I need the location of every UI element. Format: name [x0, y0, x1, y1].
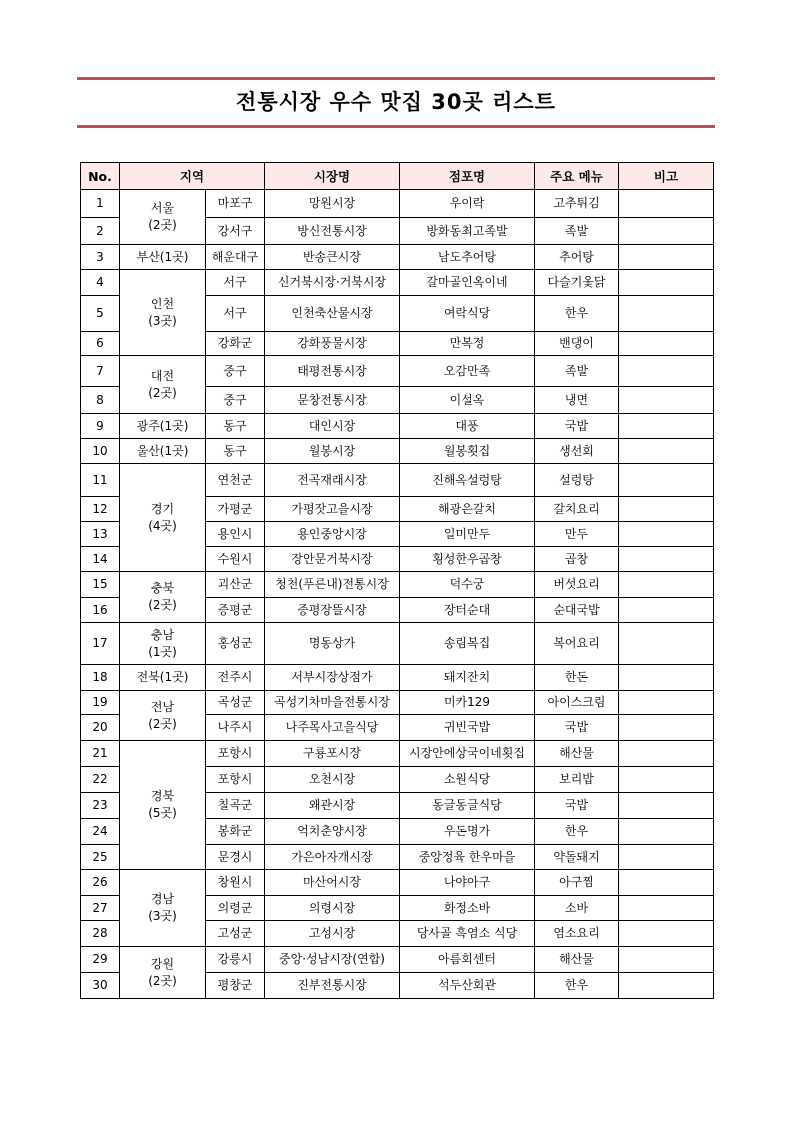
table-row — [81, 414, 714, 439]
row-number-cell: 2 — [81, 218, 120, 245]
store-cell: 미카129 — [400, 691, 535, 715]
district-cell: 강서구 — [206, 218, 265, 245]
district-cell: 중구 — [206, 387, 265, 414]
menu-cell: 다슬기옻닭 — [535, 270, 619, 296]
store-cell: 소원식당 — [400, 767, 535, 793]
table-row — [81, 572, 714, 598]
menu-cell: 갈치요리 — [535, 497, 619, 522]
store-cell: 나야아구 — [400, 870, 535, 896]
region-count: (2곳) — [148, 218, 177, 232]
menu-cell: 약돌돼지 — [535, 845, 619, 870]
region-cell — [120, 691, 206, 741]
menu-cell: 순대국밥 — [535, 598, 619, 623]
table-row — [81, 665, 714, 691]
note-cell — [619, 767, 714, 793]
store-cell: 진해옥설렁탕 — [400, 464, 535, 497]
store-cell: 석두산회관 — [400, 973, 535, 999]
note-cell — [619, 522, 714, 547]
region-name: 울산(1곳) — [136, 443, 189, 458]
district-cell: 창원시 — [206, 870, 265, 896]
table-row — [81, 356, 714, 387]
row-number-cell: 22 — [81, 767, 120, 793]
district-cell: 나주시 — [206, 715, 265, 741]
table-row — [81, 245, 714, 270]
region-count: (2곳) — [148, 973, 177, 988]
page-title: 전통시장 우수 맛집 30곳 리스트 — [236, 90, 556, 114]
store-cell: 시장안에상국이네횟집 — [400, 741, 535, 767]
menu-cell: 아구찜 — [535, 870, 619, 896]
region-name: 충남 — [150, 627, 175, 642]
region-count: (2곳) — [148, 385, 177, 400]
market-cell: 전곡재래시장 — [265, 464, 400, 497]
row-number-cell: 8 — [81, 387, 120, 414]
note-cell — [619, 464, 714, 497]
row-number-cell: 27 — [81, 896, 120, 921]
header-row — [81, 163, 714, 190]
menu-cell: 보리밥 — [535, 767, 619, 793]
region-name: 경북 — [150, 789, 175, 803]
district-cell: 연천군 — [206, 464, 265, 497]
region-name: 전남 — [150, 699, 175, 714]
header-menu: 주요 메뉴 — [535, 163, 619, 190]
market-cell: 반송큰시장 — [265, 245, 400, 270]
row-number-cell: 24 — [81, 819, 120, 845]
row-number-cell: 11 — [81, 464, 120, 497]
region-cell — [120, 947, 206, 999]
row-number-cell: 20 — [81, 715, 120, 741]
table-row — [81, 741, 714, 767]
menu-cell: 만두 — [535, 522, 619, 547]
market-cell: 태평전통시장 — [265, 356, 400, 387]
district-cell: 서구 — [206, 270, 265, 296]
menu-cell: 복어요리 — [535, 623, 619, 665]
district-cell: 곡성군 — [206, 691, 265, 715]
row-number-cell: 14 — [81, 547, 120, 572]
region-cell — [120, 439, 206, 464]
market-cell: 의령시장 — [265, 896, 400, 921]
row-number-cell: 12 — [81, 497, 120, 522]
region-name: 서울 — [150, 201, 175, 215]
store-cell: 오감만족 — [400, 356, 535, 387]
note-cell — [619, 356, 714, 387]
note-cell — [619, 387, 714, 414]
table-row — [81, 947, 714, 973]
store-cell: 방화동최고족발 — [400, 218, 535, 245]
menu-cell: 족발 — [535, 218, 619, 245]
district-cell: 강화군 — [206, 332, 265, 356]
table-row — [81, 464, 714, 497]
market-cell: 왜관시장 — [265, 793, 400, 819]
region-count: (2곳) — [148, 598, 177, 612]
row-number-cell: 23 — [81, 793, 120, 819]
store-cell: 남도추어탕 — [400, 245, 535, 270]
district-cell: 고성군 — [206, 921, 265, 947]
table-row — [81, 691, 714, 715]
market-cell: 가은아자개시장 — [265, 845, 400, 870]
table-row — [81, 870, 714, 896]
row-number-cell: 1 — [81, 190, 120, 218]
header-no: No. — [81, 163, 120, 190]
note-cell — [619, 947, 714, 973]
market-cell: 방신전통시장 — [265, 218, 400, 245]
market-cell: 증평장뜰시장 — [265, 598, 400, 623]
market-cell: 마산어시장 — [265, 870, 400, 896]
region-count: (4곳) — [148, 518, 177, 533]
row-number-cell: 9 — [81, 414, 120, 439]
district-cell: 포항시 — [206, 767, 265, 793]
row-number-cell: 5 — [81, 296, 120, 332]
menu-cell: 족발 — [535, 356, 619, 387]
menu-cell: 국밥 — [535, 414, 619, 439]
row-number-cell: 6 — [81, 332, 120, 356]
menu-cell: 소바 — [535, 896, 619, 921]
menu-cell: 밴댕이 — [535, 332, 619, 356]
market-cell: 나주목사고을식당 — [265, 715, 400, 741]
district-cell: 동구 — [206, 439, 265, 464]
store-cell: 송림복집 — [400, 623, 535, 665]
note-cell — [619, 218, 714, 245]
row-number-cell: 13 — [81, 522, 120, 547]
menu-cell: 국밥 — [535, 793, 619, 819]
region-count: (1곳) — [148, 644, 177, 659]
menu-cell: 생선회 — [535, 439, 619, 464]
market-cell: 청천(푸른내)전통시장 — [265, 572, 400, 598]
note-cell — [619, 296, 714, 332]
market-cell: 장안문거북시장 — [265, 547, 400, 572]
header-note: 비고 — [619, 163, 714, 190]
district-cell: 용인시 — [206, 522, 265, 547]
store-cell: 해광은갈치 — [400, 497, 535, 522]
note-cell — [619, 547, 714, 572]
market-cell: 신거북시장·거북시장 — [265, 270, 400, 296]
row-number-cell: 15 — [81, 572, 120, 598]
district-cell: 포항시 — [206, 741, 265, 767]
store-cell: 월봉횟집 — [400, 439, 535, 464]
region-cell — [120, 741, 206, 870]
note-cell — [619, 921, 714, 947]
menu-cell: 냉면 — [535, 387, 619, 414]
menu-cell: 아이스크림 — [535, 691, 619, 715]
store-cell: 만복정 — [400, 332, 535, 356]
store-cell: 동글동글식당 — [400, 793, 535, 819]
store-cell: 갈마골인옥이네 — [400, 270, 535, 296]
market-cell: 중앙·성남시장(연합) — [265, 947, 400, 973]
row-number-cell: 26 — [81, 870, 120, 896]
district-cell: 평창군 — [206, 973, 265, 999]
market-cell: 고성시장 — [265, 921, 400, 947]
district-cell: 문경시 — [206, 845, 265, 870]
market-cell: 문창전통시장 — [265, 387, 400, 414]
district-cell: 중구 — [206, 356, 265, 387]
district-cell: 강릉시 — [206, 947, 265, 973]
district-cell: 마포구 — [206, 190, 265, 218]
market-cell: 구룡포시장 — [265, 741, 400, 767]
district-cell: 봉화군 — [206, 819, 265, 845]
store-cell: 여락식당 — [400, 296, 535, 332]
note-cell — [619, 598, 714, 623]
region-cell — [120, 572, 206, 623]
row-number-cell: 28 — [81, 921, 120, 947]
store-cell: 덕수궁 — [400, 572, 535, 598]
region-name: 부산(1곳) — [136, 249, 189, 264]
region-cell — [120, 270, 206, 356]
menu-cell: 한우 — [535, 973, 619, 999]
store-cell: 귀빈국밥 — [400, 715, 535, 741]
table-row — [81, 190, 714, 218]
title-bottom-rule — [77, 125, 715, 128]
note-cell — [619, 572, 714, 598]
region-count: (2곳) — [148, 716, 177, 731]
market-cell: 억치춘양시장 — [265, 819, 400, 845]
note-cell — [619, 623, 714, 665]
region-count: (5곳) — [148, 806, 177, 820]
market-cell: 곡성기차마을전통시장 — [265, 691, 400, 715]
district-cell: 해운대구 — [206, 245, 265, 270]
district-cell: 동구 — [206, 414, 265, 439]
table-row — [81, 439, 714, 464]
table-row — [81, 623, 714, 665]
menu-cell: 한돈 — [535, 665, 619, 691]
note-cell — [619, 332, 714, 356]
store-cell: 대풍 — [400, 414, 535, 439]
row-number-cell: 18 — [81, 665, 120, 691]
restaurant-table — [80, 162, 714, 999]
menu-cell: 한우 — [535, 296, 619, 332]
region-name: 경기 — [150, 501, 175, 516]
district-cell: 수원시 — [206, 547, 265, 572]
note-cell — [619, 793, 714, 819]
note-cell — [619, 270, 714, 296]
menu-cell: 한우 — [535, 819, 619, 845]
region-cell — [120, 190, 206, 245]
header-region: 지역 — [120, 163, 265, 190]
region-cell — [120, 245, 206, 270]
region-name: 경남 — [150, 892, 175, 906]
store-cell: 돼지잔치 — [400, 665, 535, 691]
district-cell: 가평군 — [206, 497, 265, 522]
store-cell: 아름회센터 — [400, 947, 535, 973]
store-cell: 화정소바 — [400, 896, 535, 921]
store-cell: 중앙정육 한우마을 — [400, 845, 535, 870]
table-row — [81, 270, 714, 296]
region-cell — [120, 464, 206, 572]
store-cell: 이설옥 — [400, 387, 535, 414]
menu-cell: 고추튀김 — [535, 190, 619, 218]
header-store: 점포명 — [400, 163, 535, 190]
menu-cell: 추어탕 — [535, 245, 619, 270]
note-cell — [619, 819, 714, 845]
market-cell: 가평잣고을시장 — [265, 497, 400, 522]
row-number-cell: 25 — [81, 845, 120, 870]
region-count: (3곳) — [148, 909, 177, 923]
row-number-cell: 10 — [81, 439, 120, 464]
market-cell: 강화풍물시장 — [265, 332, 400, 356]
menu-cell: 버섯요리 — [535, 572, 619, 598]
menu-cell: 해산물 — [535, 947, 619, 973]
market-cell: 인천축산물시장 — [265, 296, 400, 332]
note-cell — [619, 245, 714, 270]
store-cell: 일미만두 — [400, 522, 535, 547]
market-cell: 진부전통시장 — [265, 973, 400, 999]
row-number-cell: 17 — [81, 623, 120, 665]
region-name: 전북(1곳) — [136, 670, 189, 684]
row-number-cell: 21 — [81, 741, 120, 767]
menu-cell: 곱창 — [535, 547, 619, 572]
market-cell: 망원시장 — [265, 190, 400, 218]
district-cell: 홍성군 — [206, 623, 265, 665]
district-cell: 의령군 — [206, 896, 265, 921]
table-body — [81, 190, 714, 999]
region-cell — [120, 356, 206, 414]
market-cell: 월봉시장 — [265, 439, 400, 464]
region-cell — [120, 414, 206, 439]
menu-cell: 국밥 — [535, 715, 619, 741]
row-number-cell: 3 — [81, 245, 120, 270]
row-number-cell: 7 — [81, 356, 120, 387]
title-top-rule — [77, 77, 715, 80]
menu-cell: 설렁탕 — [535, 464, 619, 497]
note-cell — [619, 439, 714, 464]
market-cell: 대인시장 — [265, 414, 400, 439]
region-count: (3곳) — [148, 313, 177, 328]
note-cell — [619, 741, 714, 767]
region-name: 충북 — [150, 581, 175, 595]
market-cell: 명동상가 — [265, 623, 400, 665]
row-number-cell: 16 — [81, 598, 120, 623]
store-cell: 우이락 — [400, 190, 535, 218]
note-cell — [619, 845, 714, 870]
menu-cell: 해산물 — [535, 741, 619, 767]
market-cell: 용인중앙시장 — [265, 522, 400, 547]
note-cell — [619, 896, 714, 921]
note-cell — [619, 715, 714, 741]
region-cell — [120, 870, 206, 947]
row-number-cell: 19 — [81, 691, 120, 715]
region-name: 광주(1곳) — [136, 418, 189, 433]
store-cell: 장터순대 — [400, 598, 535, 623]
district-cell: 괴산군 — [206, 572, 265, 598]
note-cell — [619, 973, 714, 999]
note-cell — [619, 414, 714, 439]
district-cell: 칠곡군 — [206, 793, 265, 819]
note-cell — [619, 665, 714, 691]
district-cell: 증평군 — [206, 598, 265, 623]
menu-cell: 염소요리 — [535, 921, 619, 947]
store-cell: 당사골 흑염소 식당 — [400, 921, 535, 947]
store-cell: 횡성한우곱창 — [400, 547, 535, 572]
region-cell — [120, 623, 206, 665]
row-number-cell: 30 — [81, 973, 120, 999]
row-number-cell: 29 — [81, 947, 120, 973]
note-cell — [619, 870, 714, 896]
market-cell: 오천시장 — [265, 767, 400, 793]
market-cell: 서부시장상점가 — [265, 665, 400, 691]
region-name: 강원 — [150, 956, 175, 971]
district-cell: 전주시 — [206, 665, 265, 691]
district-cell: 서구 — [206, 296, 265, 332]
row-number-cell: 4 — [81, 270, 120, 296]
region-cell — [120, 665, 206, 691]
note-cell — [619, 497, 714, 522]
note-cell — [619, 190, 714, 218]
region-name: 인천 — [150, 296, 175, 311]
header-market: 시장명 — [265, 163, 400, 190]
region-name: 대전 — [150, 368, 175, 383]
note-cell — [619, 691, 714, 715]
store-cell: 우돈명가 — [400, 819, 535, 845]
